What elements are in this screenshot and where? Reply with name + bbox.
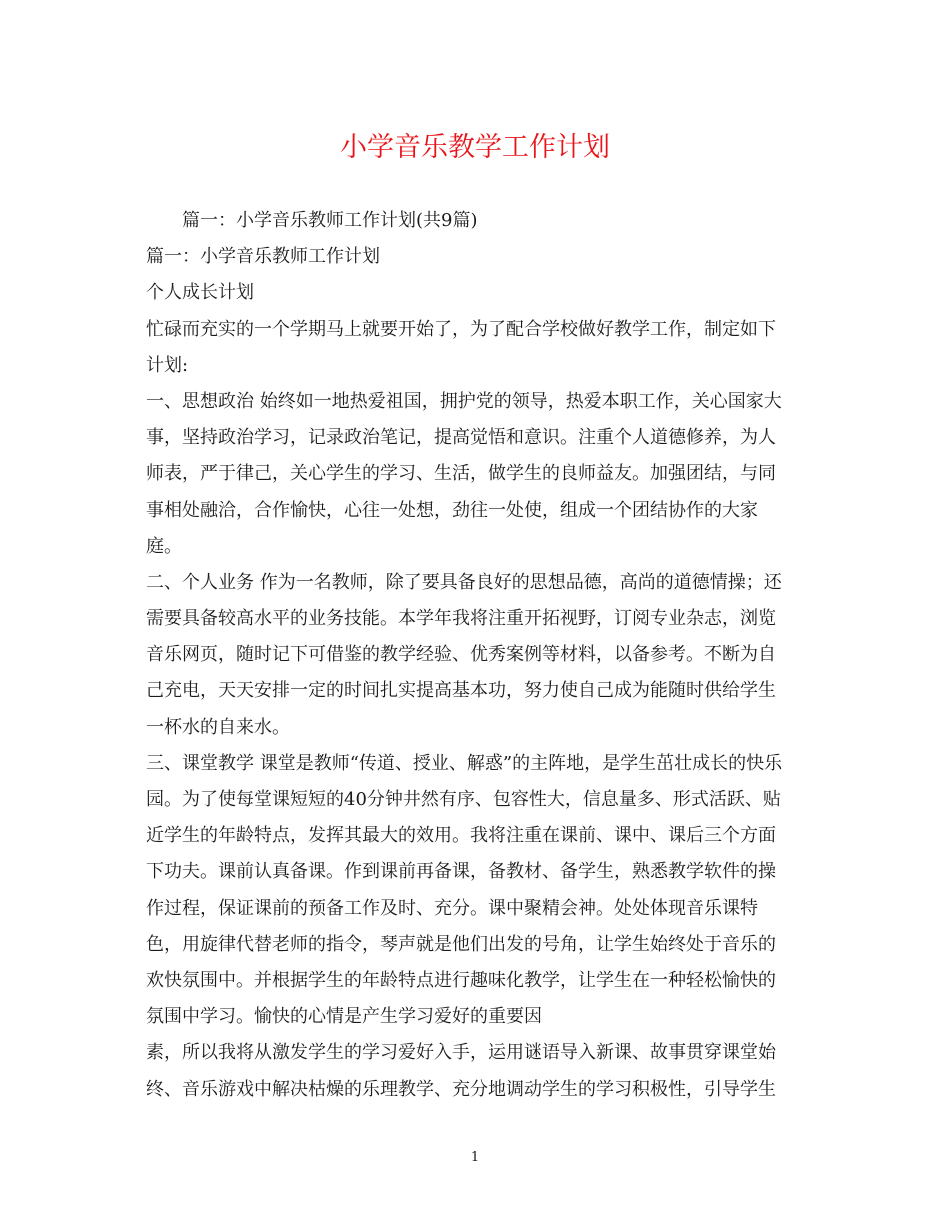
body-line: 园。为了使每堂课短短的40分钟井然有序、包容性大，信息量多、形式活跃、贴 [146,789,781,810]
body-line: 师表，严于律己，关心学生的学习、生活，做学生的良师益友。加强团结，与同 [146,463,776,485]
body-line: 篇一：小学音乐教师工作计划(共9篇) [182,210,478,231]
body-line: 作过程，保证课前的预备工作及时、充分。课中聚精会神。处处体现音乐课特 [146,897,758,919]
body-line: 个人成长计划 [146,282,254,304]
body-line: 终、音乐游戏中解决枯燥的乐理教学、充分地调动学生的学习积极性，引导学生 [146,1078,776,1100]
document-title: 小学音乐教学工作计划 [340,132,610,163]
body-line: 庭。 [146,535,182,557]
body-line: 事相处融洽，合作愉快，心往一处想，劲往一处使，组成一个团结协作的大家 [146,499,758,521]
body-line: 二、个人业务 作为一名教师，除了要具备良好的思想品德，高尚的道德情操；还 [146,571,782,593]
body-line: 音乐网页，随时记下可借鉴的教学经验、优秀案例等材料，以备参考。不断为自 [146,644,776,666]
body-line: 需要具备较高水平的业务技能。本学年我将注重开拓视野，订阅专业杂志，浏览 [146,608,776,630]
page-number: 1 [470,1150,480,1165]
body-line: 计划: [146,354,189,376]
body-line: 素，所以我将从激发学生的学习爱好入手，运用谜语导入新课、故事贯穿课堂始 [146,1042,776,1064]
body-line: 一杯水的自来水。 [146,716,290,738]
body-line: 氛围中学习。愉快的心情是产生学习爱好的重要因 [146,1006,542,1028]
body-line: 事，坚持政治学习，记录政治笔记，提高觉悟和意识。注重个人道德修养，为人 [146,427,776,449]
body-line: 三、课堂教学 课堂是教师“传道、授业、解惑”的主阵地，是学生茁壮成长的快乐 [146,752,783,774]
body-line: 近学生的年龄特点，发挥其最大的效用。我将注重在课前、课中、课后三个方面 [146,825,776,847]
body-line: 下功夫。课前认真备课。作到课前再备课，备教材、备学生，熟悉教学软件的操 [146,861,776,883]
body-line: 色，用旋律代替老师的指令，琴声就是他们出发的号角，让学生始终处于音乐的 [146,933,776,955]
body-line: 欢快氛围中。并根据学生的年龄特点进行趣味化教学，让学生在一种轻松愉快的 [146,969,776,991]
body-line: 忙碌而充实的一个学期马上就要开始了，为了配合学校做好教学工作，制定如下 [146,318,776,340]
body-line: 篇一：小学音乐教师工作计划 [146,246,380,268]
body-line: 己充电，天天安排一定的时间扎实提高基本功，努力使自己成为能随时供给学生 [146,680,776,702]
document-body [146,203,806,1108]
body-line: 一、思想政治 始终如一地热爱祖国，拥护党的领导，热爱本职工作，关心国家大 [146,390,782,412]
